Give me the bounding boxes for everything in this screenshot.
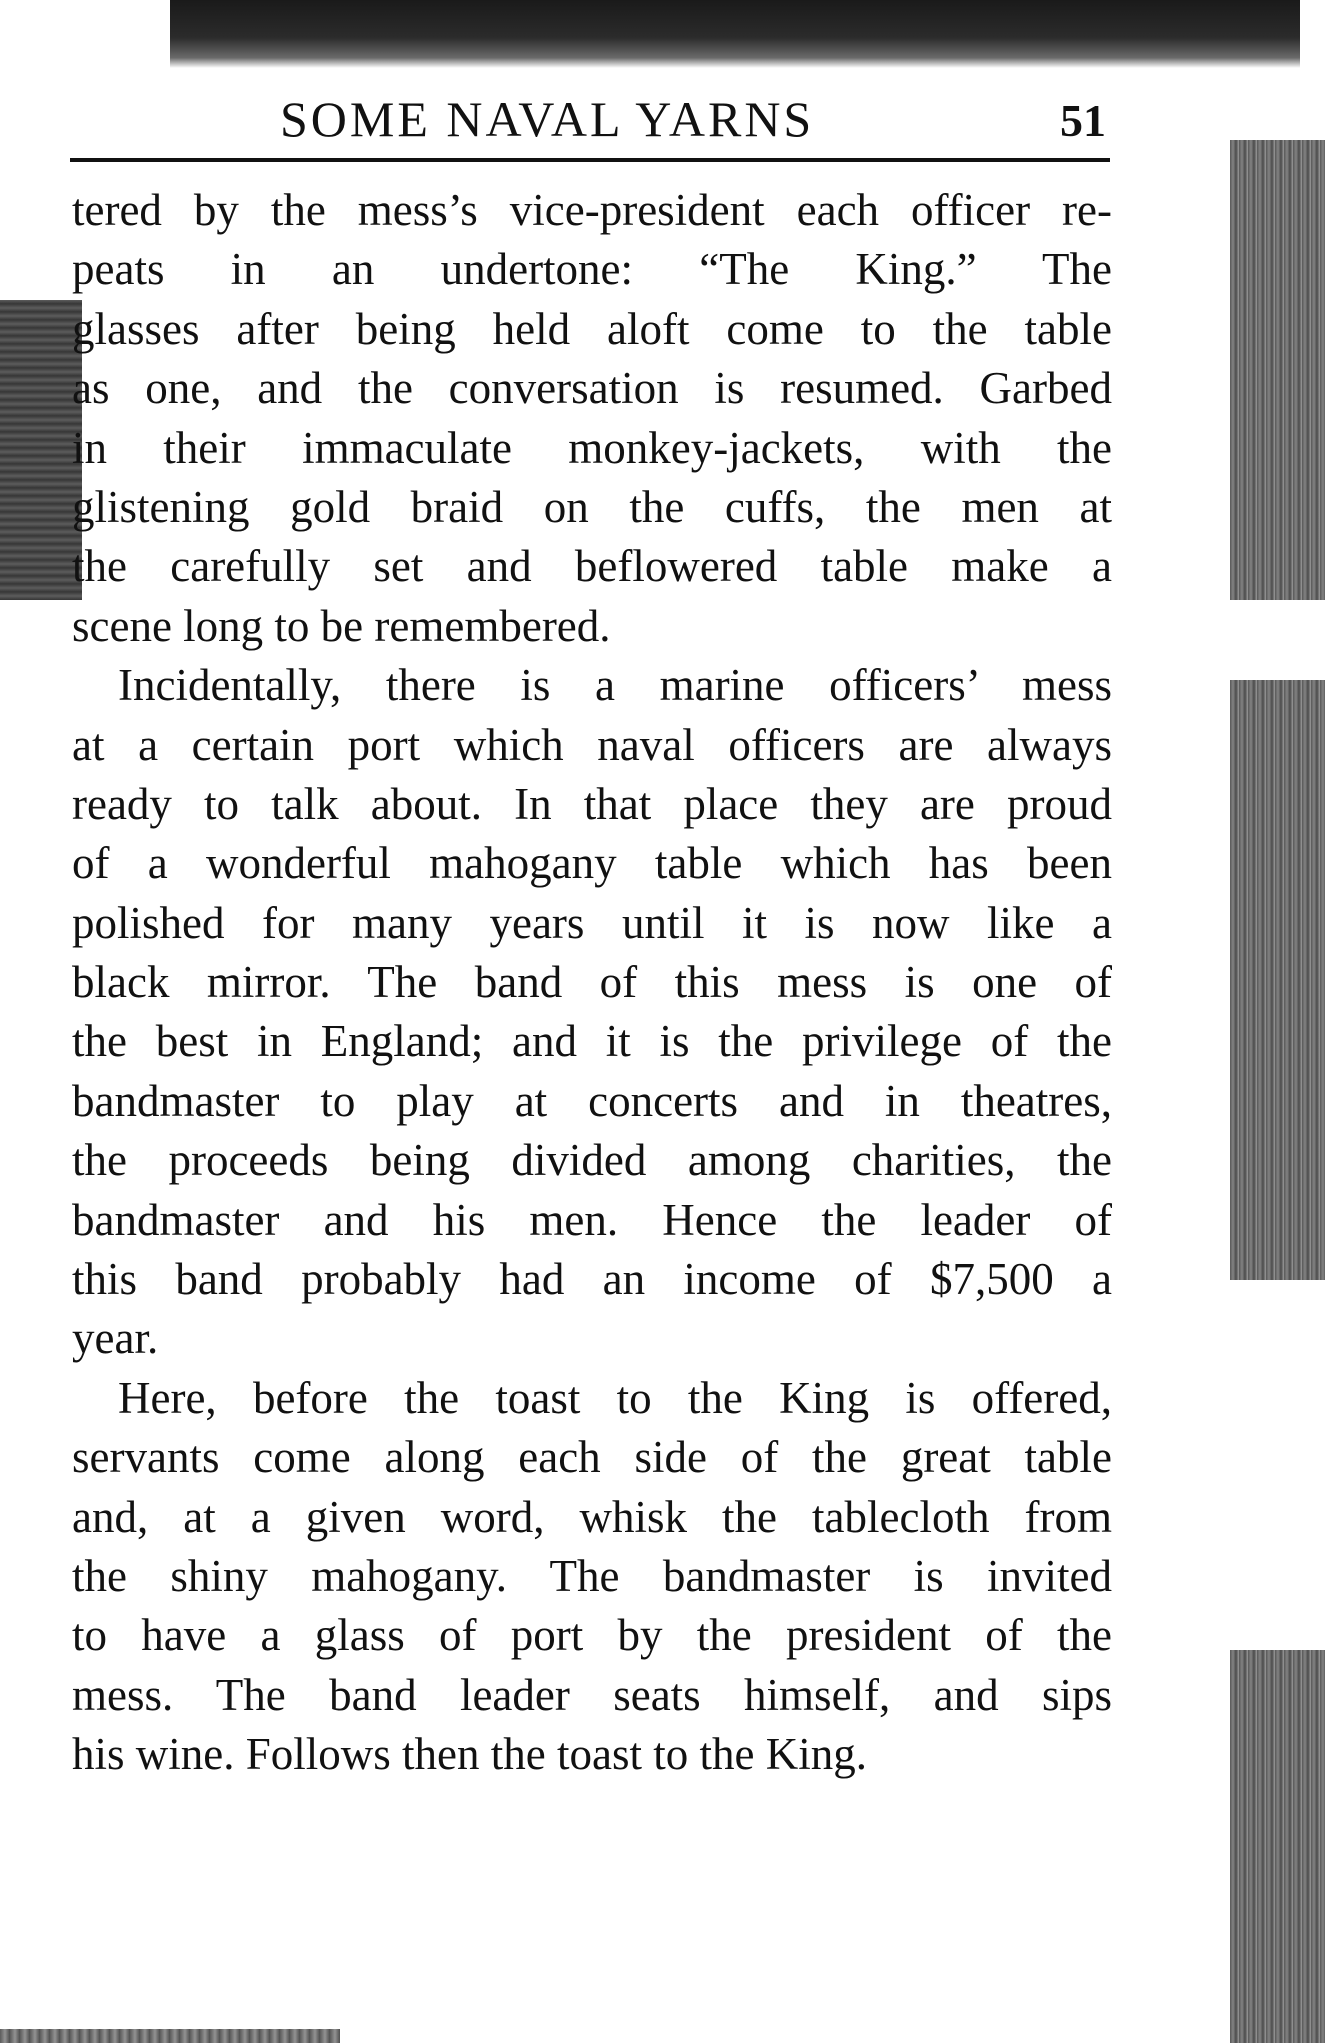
text-line: and, at a given word, whisk the tablecloth from: [72, 1491, 1112, 1542]
page-number: 51: [1060, 95, 1106, 146]
running-header: [80, 82, 1112, 162]
header-rule: [70, 158, 1110, 162]
text-line: the best in England; and it is the privilege of the: [72, 1016, 1112, 1067]
scan-shadow-right-middle: [1230, 680, 1325, 1280]
text-line: as one, and the conversation is resumed. Garbed: [72, 363, 1112, 414]
text-line: bandmaster to play at concerts and in theatres,: [72, 1075, 1112, 1126]
text-line: ready to talk about. In that place they are proud: [72, 778, 1112, 829]
text-line: of a wonderful mahogany table which has been: [72, 838, 1112, 889]
text-line: tered by the mess’s vice-president each officer re-: [72, 185, 1112, 235]
text-line: this band probably had an income of $7,500 a: [72, 1254, 1112, 1305]
scan-shadow-left: [0, 300, 82, 600]
text-line: to have a glass of port by the president of the: [72, 1610, 1112, 1661]
text-line: bandmaster and his men. Hence the leader of: [72, 1194, 1112, 1245]
text-line: the proceeds being divided among charities, the: [72, 1135, 1112, 1186]
scan-shadow-right-lower: [1230, 1650, 1325, 2043]
text-line: in their immaculate monkey-jackets, with the: [72, 422, 1112, 473]
text-line: at a certain port which naval officers are always: [72, 719, 1112, 770]
text-line: peats in an undertone: “The King.” The: [72, 244, 1112, 295]
scan-shadow-top: [170, 0, 1300, 68]
text-line: glistening gold braid on the cuffs, the men at: [72, 481, 1112, 532]
text-line: Incidentally, there is a marine officers’ mess: [118, 660, 1112, 711]
text-line: black mirror. The band of this mess is one of: [72, 957, 1112, 1008]
running-title: SOME NAVAL YARNS: [280, 91, 815, 147]
text-line: mess. The band leader seats himself, and sips: [72, 1669, 1112, 1720]
scan-shadow-bottom: [0, 2029, 340, 2043]
text-line: year.: [72, 1313, 159, 1364]
text-line: Here, before the toast to the King is offered,: [118, 1372, 1112, 1423]
text-line: scene long to be remembered.: [72, 600, 611, 651]
text-line: servants come along each side of the great table: [72, 1432, 1112, 1483]
text-line: the carefully set and beflowered table make a: [72, 541, 1112, 592]
text-line: the shiny mahogany. The bandmaster is invited: [72, 1550, 1112, 1601]
text-line: glasses after being held aloft come to the table: [72, 303, 1112, 354]
body-text: [72, 181, 1112, 1785]
scan-shadow-right-upper: [1230, 140, 1325, 600]
text-line: his wine. Follows then the toast to the King.: [72, 1729, 867, 1780]
text-line: polished for many years until it is now like a: [72, 897, 1112, 948]
